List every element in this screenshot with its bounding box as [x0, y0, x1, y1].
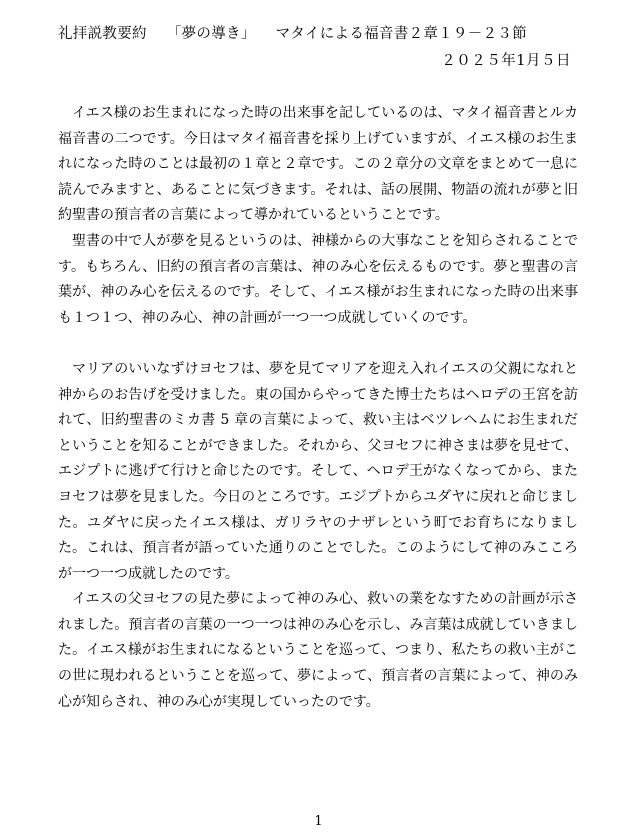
header-label: 礼拝説教要約 [58, 26, 147, 42]
sermon-body [58, 101, 578, 715]
paragraph-1: イエス様のお生まれになった時の出来事を記しているのは、マタイ福音書とルカ福音書の二つです。今日はマタイ福音書を採り上げていますが、イエス様のお生まれになった時のことは最初の１章と２章です。この２章分の文章をまとめて一息に読んでみますと、あることに気づきます。それは、話の展開、物語の流れが夢と旧約聖書の預言者の言葉によって導かれているということです。 [58, 105, 578, 224]
paragraph-spacer [58, 331, 578, 357]
paragraph-4: イエスの父ヨセフの見た夢によって神のみ心、救いの業をなすための計画が示されました。預言者の言葉の一つ一つは神のみ心を示し、み言葉は成就していきました。イエス様がお生まれになるということを巡って、つまり、私たちの救い主がこの世に現われるということを巡って、夢によって、預言者の言葉によって、神のみ心が知らされ、神のみ心が実現していったのです。 [58, 591, 578, 710]
sermon-header [58, 22, 527, 43]
sermon-title: 「夢の導き」 [166, 26, 256, 42]
paragraph-2: 聖書の中で人が夢を見るというのは、神様からの大事なことを知らされることです。もちろん、旧約の預言者の言葉は、神のみ心を伝えるものです。夢と聖書の言葉が、神のみ心を伝えるのです。そして、イエス様がお生まれになった時の出来事も１つ１つ、神のみ心、神の計画が一つ一つ成就していくのです。 [58, 232, 578, 326]
paragraph-3: マリアのいいなずけヨセフは、夢を見てマリアを迎え入れイエスの父親になれと神からのお告げを受けました。東の国からやってきた博士たちはヘロデの王宮を訪れて、旧約聖書のミカ書 5 章の言葉によって、救い主はベツレヘムにお生まれだということを知ることができました。それから、父ヨセフに神さまは夢を見せて、エジプトに逃げて行けと命じたのです。そして、ヘロデ王がなくなってから、またヨセフは夢を見ました。今日のところです。エジプトからユダヤに戻れと命じました。ユダヤに戻ったイエス様は、ガリラヤのナザレという町でお育ちになりました。これは、預言者が語っていた通りのことでした。このようにして神のみこころが一つ一つ成就したのです。 [58, 360, 578, 582]
sermon-date: ２０２５年1月５日 [441, 53, 571, 69]
scripture-reference: マタイによる福音書２章１９－２３節 [275, 26, 527, 42]
page-number: 1 [314, 814, 323, 829]
